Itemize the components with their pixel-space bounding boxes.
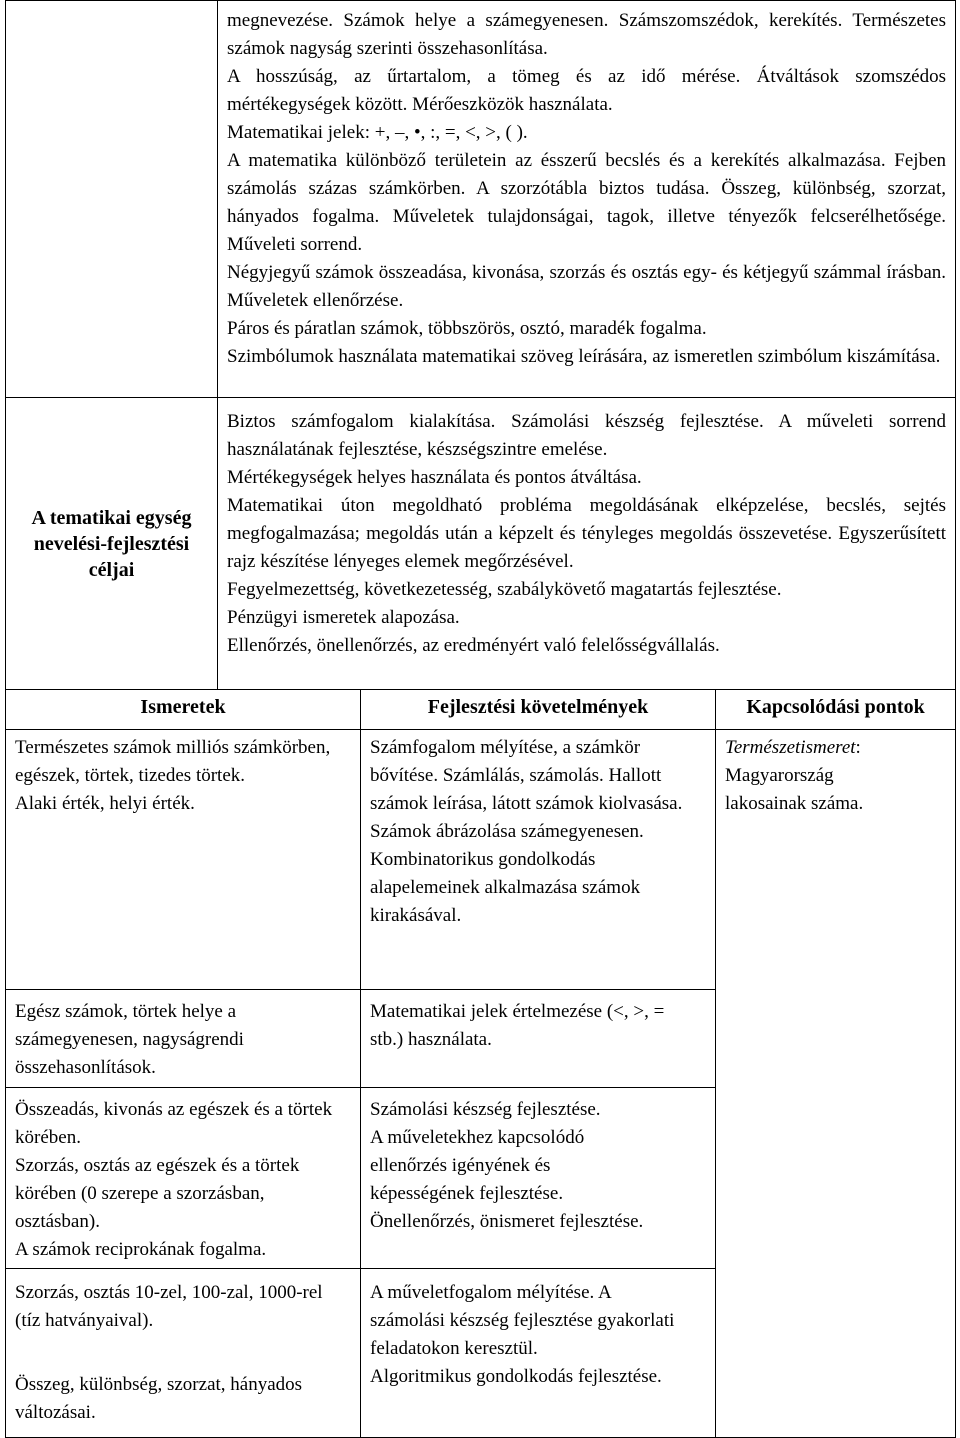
text-paragraph: Számok ábrázolása számegyenesen. [370,821,644,842]
text-paragraph: Alaki érték, helyi érték. [15,793,195,814]
text-paragraph: Páros és páratlan számok, többszörös, osztó, maradék fogalma. [227,318,707,339]
top-row-content [218,1,956,398]
text-paragraph: A műveletfogalom mélyítése. A számolási készség fejlesztése gyakorlati feladatokon keresztül. [370,1282,675,1359]
kapcsolodas-cell [716,990,956,1088]
header-ismeretek: Ismeretek [6,690,361,730]
table-row [6,730,956,990]
text-paragraph: Szorzás, osztás 10-zel, 100-zal, 1000-rel (tíz hatványaival). [15,1282,323,1331]
text-paragraph: Szimbólumok használata matematikai szöveg leírására, az ismeretlen szimbólum kiszámítása. [227,346,941,367]
text-paragraph: A matematika különböző területein az ésszerű becslés és a kerekítés alkalmazása. Fejben számolás százas számkörben. A szorzótábla biztos tudása. Összeg, különbség, szorzat, hányados fogalma. Műveletek tulajdonságai, tagok, illetve tényezők felcserélhetősége. Műveleti sorrend. [227,150,947,255]
subject-topic: : Magyarország lakosainak száma. [725,737,864,814]
column-header-row [6,690,956,730]
top-row-label [6,1,218,398]
text-paragraph: Összeg, különbség, szorzat, hányados változásai. [15,1374,303,1423]
text-paragraph: Algoritmikus gondolkodás fejlesztése. [370,1366,662,1387]
text-paragraph: Önellenőrzés, önismeret fejlesztése. [370,1211,644,1232]
goals-row [6,398,956,690]
text-paragraph: Összeadás, kivonás az egészek és a törtek körében. [15,1099,333,1148]
text-paragraph: Fegyelmezettség, következetesség, szabálykövető magatartás fejlesztése. [227,579,782,600]
text-paragraph: Természetes számok milliós számkörben, egészek, törtek, tizedes törtek. [15,737,331,786]
fejlesztes-cell [361,730,716,990]
ismeretek-cell [6,1269,361,1438]
text-paragraph: A hosszúság, az űrtartalom, a tömeg és az idő mérése. Átváltások szomszédos mértékegységek között. Mérőeszközök használata. [227,66,947,115]
text-paragraph: Ellenőrzés, önellenőrzés, az eredményért való felelősségvállalás. [227,635,720,656]
text-paragraph: megnevezése. Számok helye a számegyenesen. Számszomszédok, kerekítés. Természetes számok nagyság szerinti összehasonlítása. [227,10,947,59]
curriculum-table [5,0,956,1438]
header-fejlesztesi: Fejlesztési követelmények [361,690,716,730]
table-row [6,1088,956,1269]
table-row [6,990,956,1088]
fejlesztes-cell [361,990,716,1088]
ismeretek-cell [6,990,361,1088]
text-paragraph: Számolási készség fejlesztése. [370,1099,601,1120]
ismeretek-cell [6,730,361,990]
text-paragraph: A számok reciprokának fogalma. [15,1239,267,1260]
text-paragraph: A műveletekhez kapcsolódó ellenőrzés igényének és képességének fejlesztése. [370,1127,585,1204]
text-paragraph: Pénzügyi ismeretek alapozása. [227,607,460,628]
text-paragraph: Szorzás, osztás az egészek és a törtek körében (0 szerepe a szorzásban, osztásban). [15,1155,300,1232]
ismeretek-cell [6,1088,361,1269]
text-paragraph: Matematikai jelek értelmezése (<, >, = stb.) használata. [370,1001,665,1050]
text-paragraph: Mértékegységek helyes használata és pontos átváltása. [227,467,642,488]
fejlesztes-cell [361,1088,716,1269]
subject-name: Természetismeret [725,737,856,758]
text-paragraph [725,734,915,818]
text-paragraph: Matematikai jelek: +, –, •, :, =, <, >, ( ). [227,122,528,143]
kapcsolodas-cell [716,730,956,990]
kapcsolodas-cell [716,1269,956,1438]
fejlesztes-cell [361,1269,716,1438]
content-row-top [6,1,956,398]
header-kapcsolodasi: Kapcsolódási pontok [716,690,956,730]
table-row [6,1269,956,1438]
text-paragraph: Egész számok, törtek helye a számegyenesen, nagyságrendi összehasonlítások. [15,1001,244,1078]
goals-label: A tematikai egység nevelési-fejlesztési céljai [6,398,218,690]
text-paragraph: Biztos számfogalom kialakítása. Számolási készség fejlesztése. A műveleti sorrend használatának fejlesztése, készségszintre emelése. [227,411,947,460]
text-paragraph: Kombinatorikus gondolkodás alapelemeinek alkalmazása számok kirakásával. [370,849,641,926]
text-paragraph: Négyjegyű számok összeadása, kivonása, szorzás és osztás egy- és kétjegyű számmal írásban. Műveletek ellenőrzése. [227,262,947,311]
text-paragraph: Számfogalom mélyítése, a számkör bővítése. Számlálás, számolás. Hallott számok leírása, látott számok kiolvasása. [370,737,683,814]
text-paragraph: Matematikai úton megoldható probléma megoldásának elképzelése, becslés, sejtés megfogalmazása; megoldás után a képzelt és tényleges megoldás összevetése. Egyszerűsített rajz készítése lényeges elemek megőrzésével. [227,495,947,572]
goals-content [218,398,956,690]
kapcsolodas-cell [716,1088,956,1269]
